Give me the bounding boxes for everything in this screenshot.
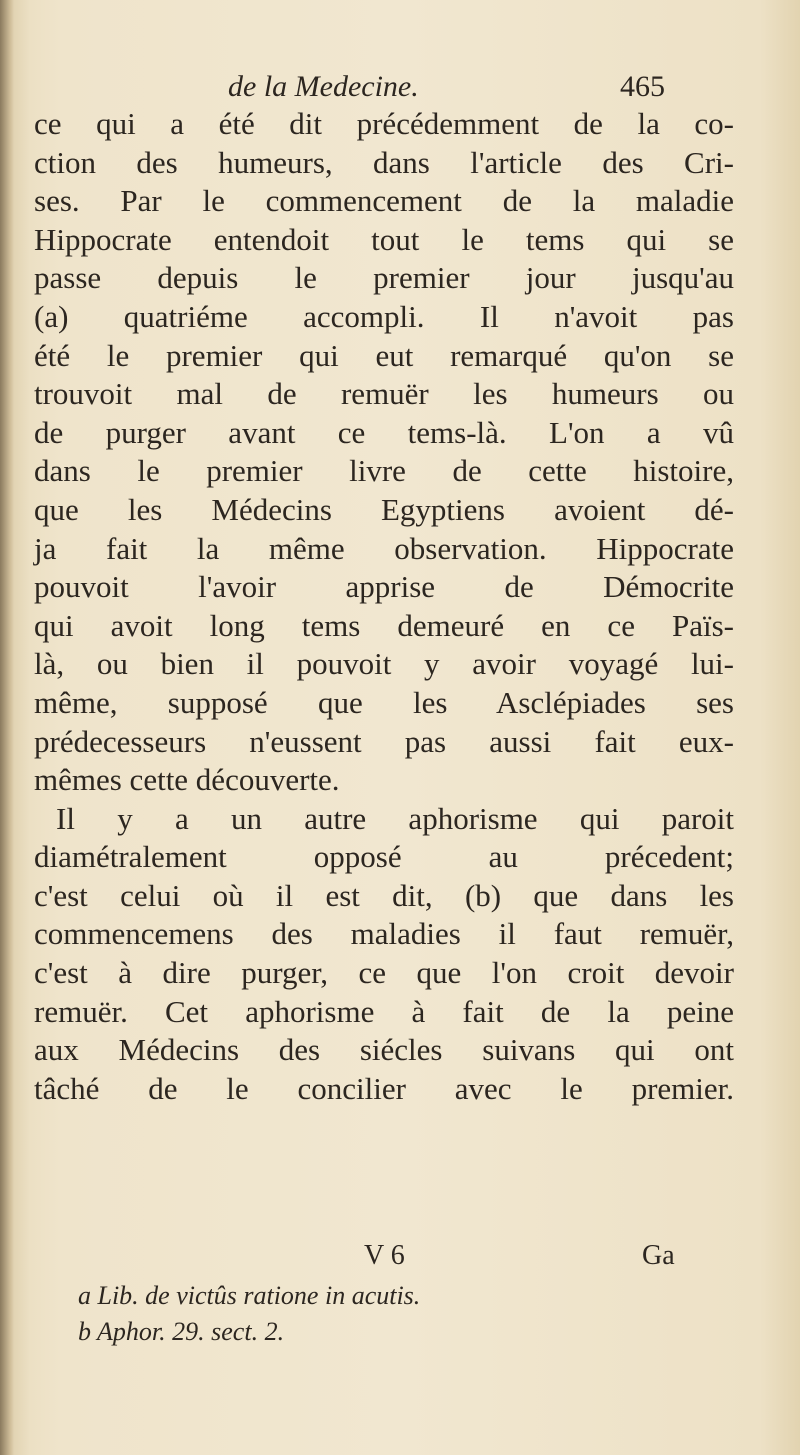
footnotes (78, 1278, 718, 1350)
text-line: que les Médecins Egyptiens avoient dé- (34, 491, 734, 527)
text-line: là, ou bien il pouvoit y avoir voyagé lui- (34, 646, 734, 682)
text-line: ja fait la même observation. Hippocrate (34, 530, 734, 566)
catchword: Ga (642, 1240, 675, 1271)
text-line: Hippocrate entendoit tout le tems qui se (34, 221, 734, 257)
text-line: ce qui a été dit précédemment de la co- (34, 106, 734, 141)
text-line: aux Médecins des siécles suivans qui ont (34, 1032, 734, 1068)
text-line: c'est à dire purger, ce que l'on croit devoir (34, 955, 734, 991)
text-line: c'est celui où il est dit, (b) que dans les (34, 877, 734, 913)
text-line: remuër. Cet aphorisme à fait de la peine (34, 993, 734, 1029)
text-line: diamétralement opposé au précedent; (34, 839, 734, 875)
text-line: pouvoit l'avoir apprise de Démocrite (34, 569, 734, 605)
text-line: été le premier qui eut remarqué qu'on se (34, 337, 734, 373)
page-header (0, 70, 800, 110)
text-line: prédecesseurs n'eussent pas aussi fait eux- (34, 723, 734, 759)
text-line: Il y a un autre aphorisme qui paroit (56, 800, 734, 836)
text-line: de purger avant ce tems-là. L'on a vû (34, 414, 734, 450)
text-line: passe depuis le premier jour jusqu'au (34, 260, 734, 296)
signature-mark: V 6 (364, 1240, 405, 1271)
text-line: mêmes cette découverte. (34, 762, 340, 798)
page-number: 465 (620, 70, 665, 103)
text-line: tâché de le concilier avec le premier. (34, 1070, 734, 1106)
running-head: de la Medecine. (228, 70, 419, 103)
footnote: a Lib. de victûs ratione in acutis. (78, 1281, 421, 1310)
text-line: ction des humeurs, dans l'article des Cri- (34, 144, 734, 180)
text-line: qui avoit long tems demeuré en ce Païs- (34, 607, 734, 643)
text-line: même, supposé que les Asclépiades ses (34, 684, 734, 720)
body-text (34, 105, 734, 1108)
text-line: ses. Par le commencement de la maladie (34, 183, 734, 219)
text-line: commencemens des maladies il faut remuër, (34, 916, 734, 952)
book-spine-shadow (0, 0, 14, 1455)
text-line: (a) quatriéme accompli. Il n'avoit pas (34, 298, 734, 334)
text-line: dans le premier livre de cette histoire, (34, 453, 734, 489)
footnote: b Aphor. 29. sect. 2. (78, 1317, 285, 1346)
signature-line (34, 1240, 734, 1278)
text-line: trouvoit mal de remuër les humeurs ou (34, 376, 734, 412)
